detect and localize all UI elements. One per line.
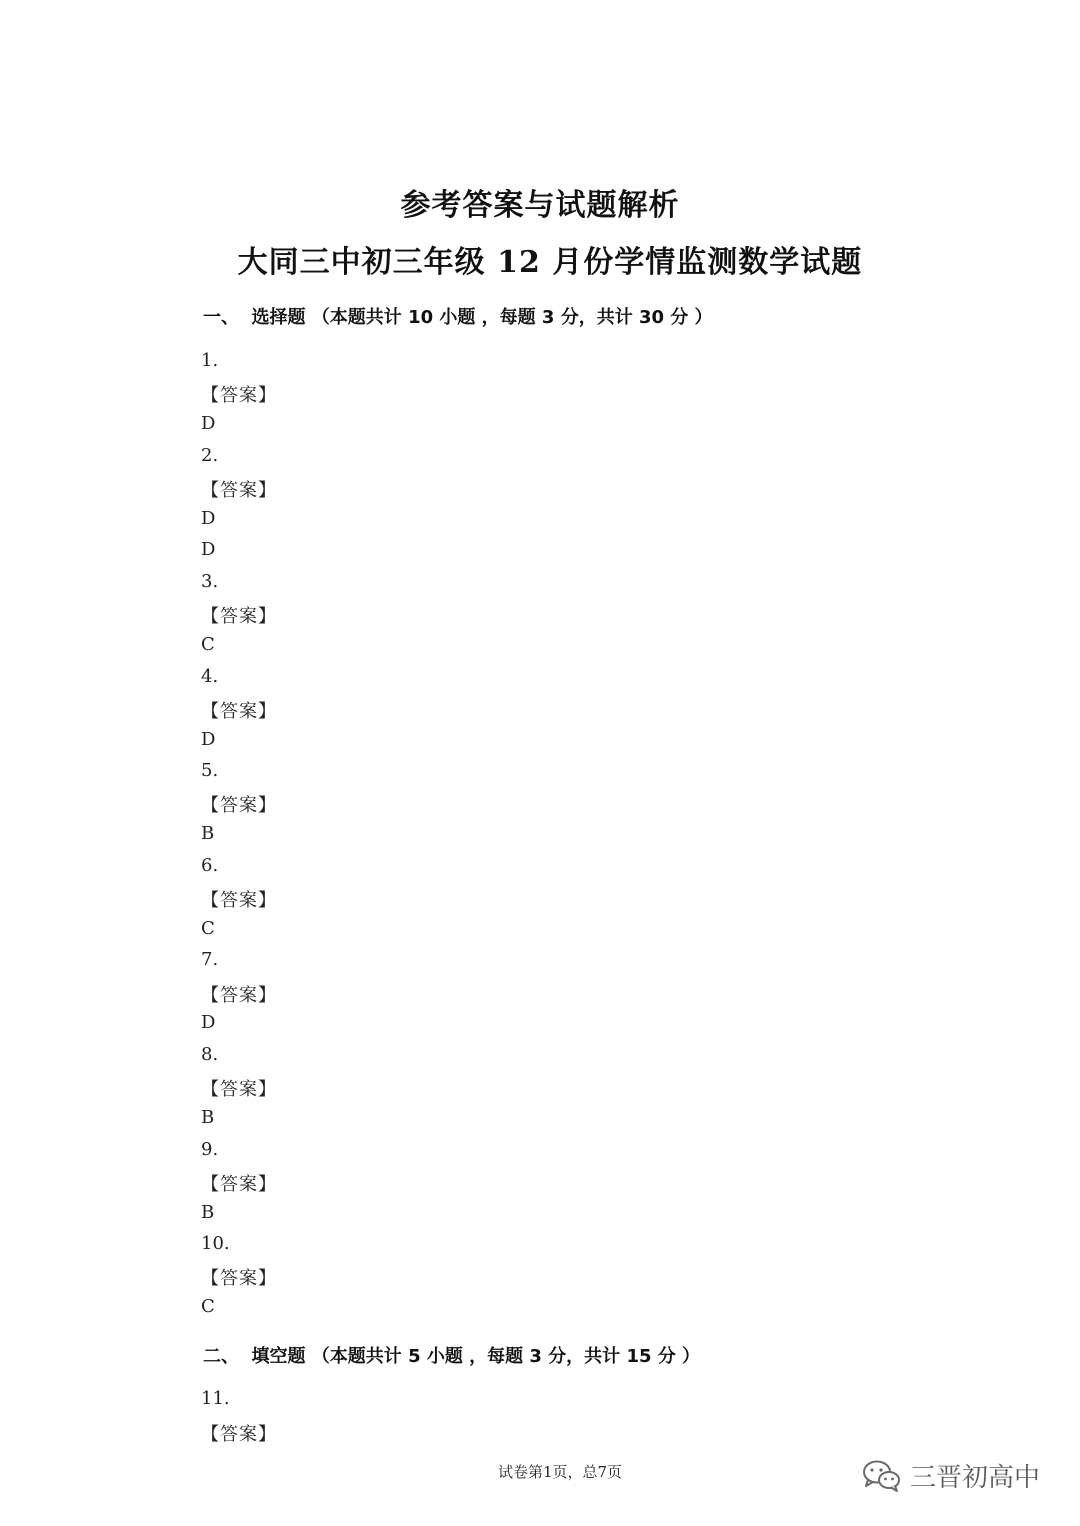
answer-label: 【答案】	[201, 701, 277, 722]
answer-label: 【答案】	[201, 795, 277, 816]
question-number: 8.	[201, 1044, 219, 1065]
document-title: 参考答案与试题解析	[400, 188, 680, 223]
answer-value: D	[201, 729, 216, 750]
question-number: 4.	[201, 666, 219, 687]
question-number: 1.	[201, 350, 219, 371]
answer-label: 【答案】	[201, 1424, 277, 1445]
page-footer: 试卷第1页，总7页	[497, 1463, 623, 1481]
answer-value: C	[201, 1296, 215, 1317]
question-number: 11.	[201, 1388, 230, 1409]
answer-value: B	[201, 1107, 215, 1128]
answer-label: 【答案】	[201, 385, 277, 406]
answer-label: 【答案】	[201, 985, 277, 1006]
question-number: 3.	[201, 571, 219, 592]
answer-value: D	[201, 413, 216, 434]
question-number: 7.	[201, 949, 219, 970]
question-number: 5.	[201, 760, 219, 781]
answer-label: 【答案】	[201, 1079, 277, 1100]
question-number: 6.	[201, 855, 219, 876]
answer-value: C	[201, 634, 215, 655]
answer-label: 【答案】	[201, 1174, 277, 1195]
answer-label: 【答案】	[201, 606, 277, 627]
answer-label: 【答案】	[201, 890, 277, 911]
answer-value: B	[201, 1202, 215, 1223]
wechat-icon	[862, 1459, 902, 1493]
answer-value: D	[201, 1012, 216, 1033]
answer-value: D	[201, 508, 216, 529]
section-heading-choice: 一、 选择题 （本题共计 10 小题 ，每题 3 分，共计 30 分 ）	[203, 307, 713, 328]
question-number: 10.	[201, 1233, 230, 1254]
answer-label: 【答案】	[201, 1268, 277, 1289]
answer-value: C	[201, 918, 215, 939]
section-heading-fill-in: 二、 填空题 （本题共计 5 小题 ，每题 3 分，共计 15 分 ）	[203, 1346, 701, 1367]
answer-label: 【答案】	[201, 480, 277, 501]
answer-value: B	[201, 823, 215, 844]
question-number: 2.	[201, 445, 219, 466]
answer-value: D	[201, 539, 216, 560]
document-subtitle: 大同三中初三年级 12 月份学情监测数学试题	[237, 245, 863, 280]
question-number: 9.	[201, 1139, 219, 1160]
watermark-text: 三晋初高中	[910, 1463, 1041, 1493]
watermark	[862, 1457, 1040, 1494]
